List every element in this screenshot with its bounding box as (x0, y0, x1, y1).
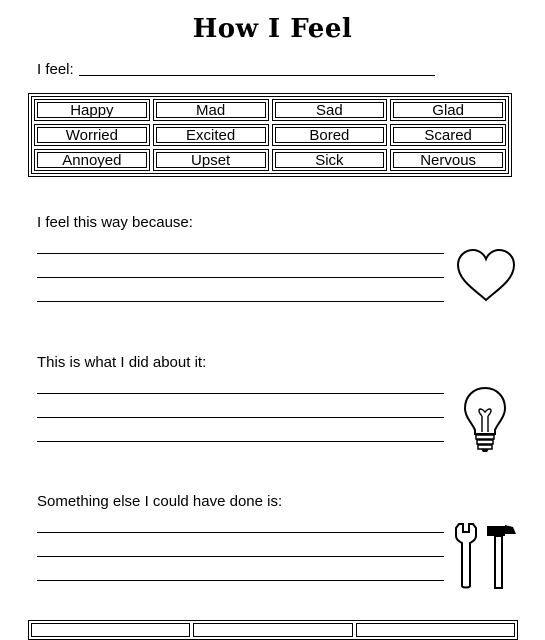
section-prompt-because: I feel this way because: (37, 214, 193, 231)
emotion-sick[interactable]: Sick (272, 149, 388, 171)
page-title: How I Feel (192, 14, 353, 44)
emotion-scared[interactable]: Scared (390, 124, 506, 146)
emotion-upset[interactable]: Upset (153, 149, 269, 171)
heart-icon (455, 248, 517, 303)
answer-line[interactable] (37, 253, 444, 254)
bottom-cell (31, 623, 190, 637)
emotion-happy[interactable]: Happy (34, 99, 150, 121)
emotion-worried[interactable]: Worried (34, 124, 150, 146)
bottom-cell (193, 623, 352, 637)
feel-answer-line[interactable] (79, 75, 435, 76)
answer-line[interactable] (37, 393, 444, 394)
emotion-glad[interactable]: Glad (390, 99, 506, 121)
answer-line[interactable] (37, 532, 444, 533)
tools-icon (453, 522, 519, 590)
emotion-excited[interactable]: Excited (153, 124, 269, 146)
emotion-mad[interactable]: Mad (153, 99, 269, 121)
emotion-nervous[interactable]: Nervous (390, 149, 506, 171)
answer-line[interactable] (37, 277, 444, 278)
bottom-grid (28, 620, 518, 640)
section-prompt-did: This is what I did about it: (37, 354, 207, 371)
feel-label: I feel: (37, 61, 74, 78)
answer-line[interactable] (37, 441, 444, 442)
lightbulb-icon (463, 386, 507, 454)
emotion-grid (28, 93, 512, 177)
emotion-sad[interactable]: Sad (272, 99, 388, 121)
bottom-cell (356, 623, 515, 637)
emotion-bored[interactable]: Bored (272, 124, 388, 146)
emotion-annoyed[interactable]: Annoyed (34, 149, 150, 171)
section-prompt-else: Something else I could have done is: (37, 493, 283, 510)
answer-line[interactable] (37, 417, 444, 418)
answer-line[interactable] (37, 301, 444, 302)
answer-line[interactable] (37, 580, 444, 581)
answer-line[interactable] (37, 556, 444, 557)
